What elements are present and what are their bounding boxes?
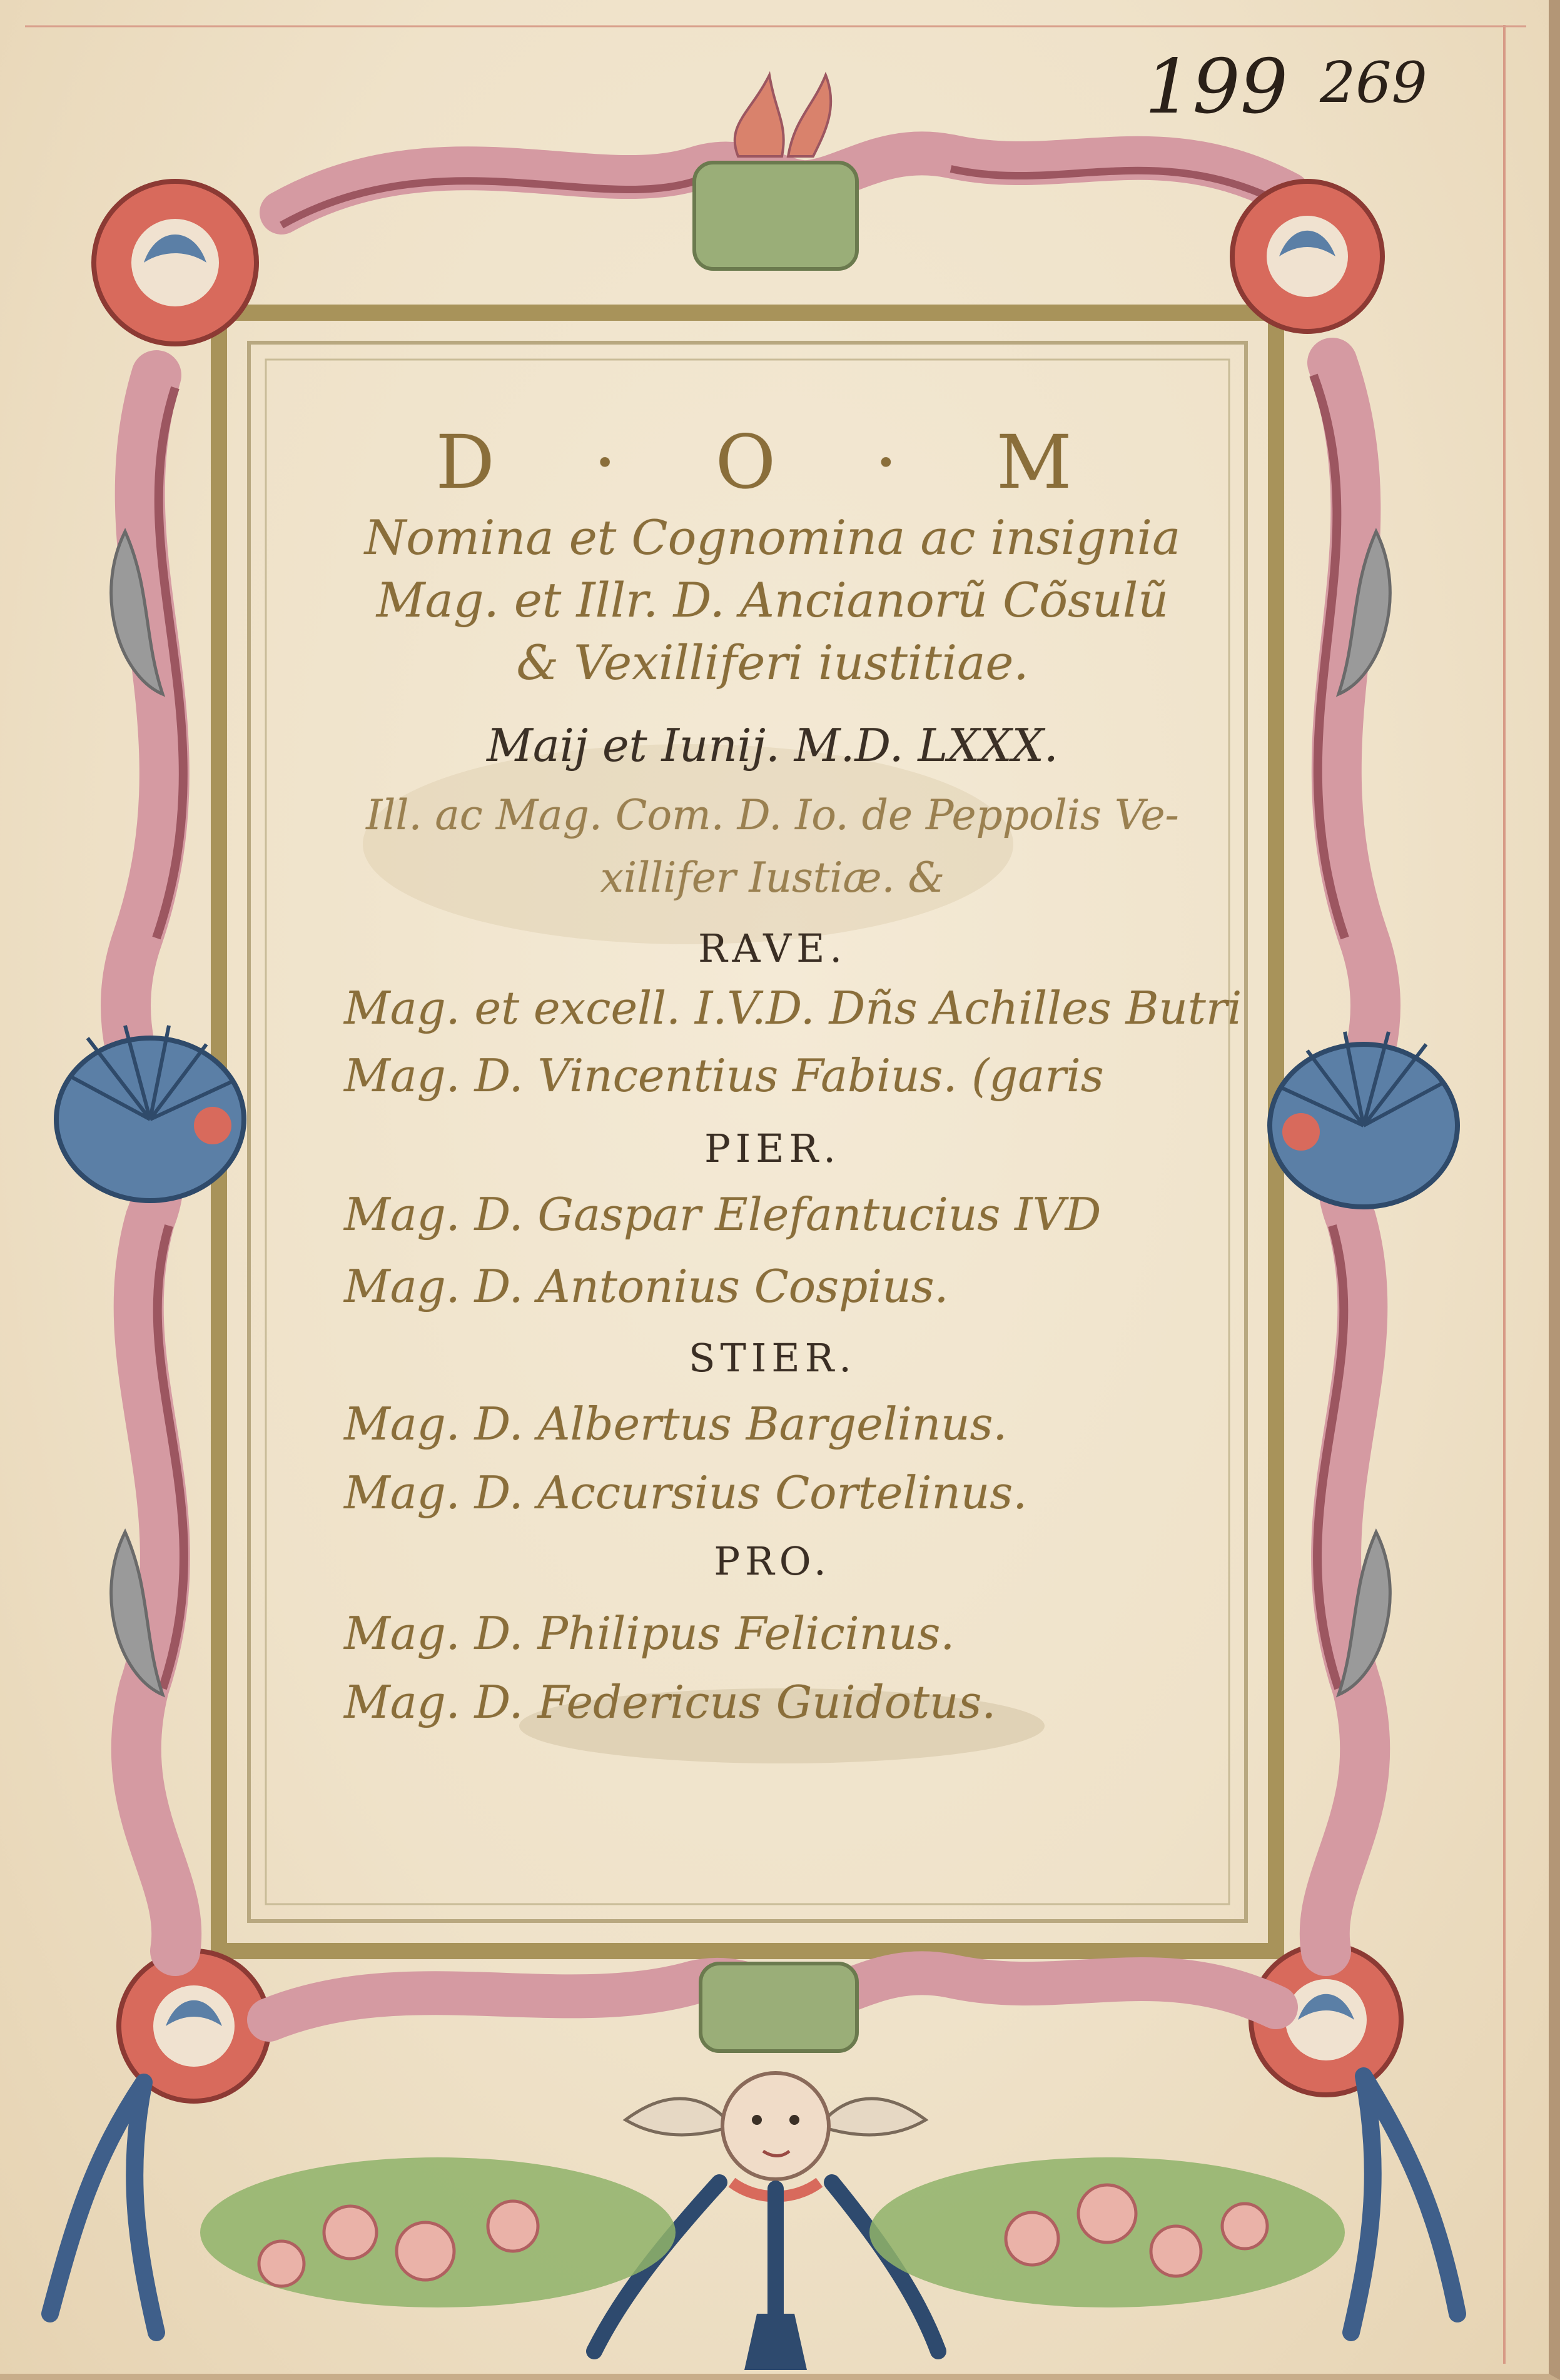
name-entry: Mag. D. Accursius Cortelinus. <box>344 1466 1028 1519</box>
intro-line: Mag. et Illr. D. Ancianorũ Cõsulũ <box>376 572 1169 628</box>
corner-rosette-top-right <box>1232 181 1382 331</box>
gonfalonier-line: Ill. ac Mag. Com. D. Io. de Peppolis Ve- <box>366 791 1179 839</box>
intro-line: & Vexilliferi iustitiae. <box>516 635 1029 690</box>
quarter-heading: RAVE. <box>697 925 848 971</box>
quarter-heading: PIER. <box>704 1126 841 1171</box>
name-entry: Mag. D. Federicus Guidotus. <box>344 1676 996 1728</box>
right-shell-icon <box>1270 1032 1457 1207</box>
corner-rosette-top-left <box>94 181 256 344</box>
folio-number: 199 <box>1145 44 1289 131</box>
left-fruit-garland-icon <box>200 2157 676 2307</box>
bottom-cartouche-block <box>701 1964 857 2051</box>
right-ribbon <box>1351 2076 1457 2332</box>
folio-number-alt: 269 <box>1320 50 1427 116</box>
cherub-head-icon <box>626 2073 926 2197</box>
quarter-heading: STIER. <box>689 1335 856 1381</box>
text-panel <box>275 363 1270 1888</box>
tassel-icon <box>744 2314 807 2370</box>
top-cartouche-block <box>694 163 857 269</box>
date-line: Maij et Iunij. M.D. LXXX. <box>487 719 1058 772</box>
right-fruit-garland-icon <box>869 2157 1345 2307</box>
top-palmette-icon <box>735 75 831 156</box>
intro-line: Nomina et Cognomina ac insignia <box>364 510 1181 565</box>
name-entry: Mag. et excell. I.V.D. Dñs Achilles Butri <box>344 982 1242 1034</box>
left-ribbon <box>50 2082 156 2332</box>
quarter-heading: PRO. <box>714 1538 831 1584</box>
name-entry: Mag. D. Gaspar Elefantucius IVD <box>344 1188 1102 1241</box>
name-entry: Mag. D. Vincentius Fabius. (garis <box>344 1049 1104 1102</box>
name-entry: Mag. D. Albertus Bargelinus. <box>344 1398 1008 1450</box>
gonfalonier-line: xillifer Iustiæ. & <box>600 854 945 902</box>
name-entry: Mag. D. Antonius Cospius. <box>344 1260 949 1313</box>
heading-dom: D · O · M <box>435 419 1110 505</box>
name-entry: Mag. D. Philipus Felicinus. <box>344 1607 955 1660</box>
